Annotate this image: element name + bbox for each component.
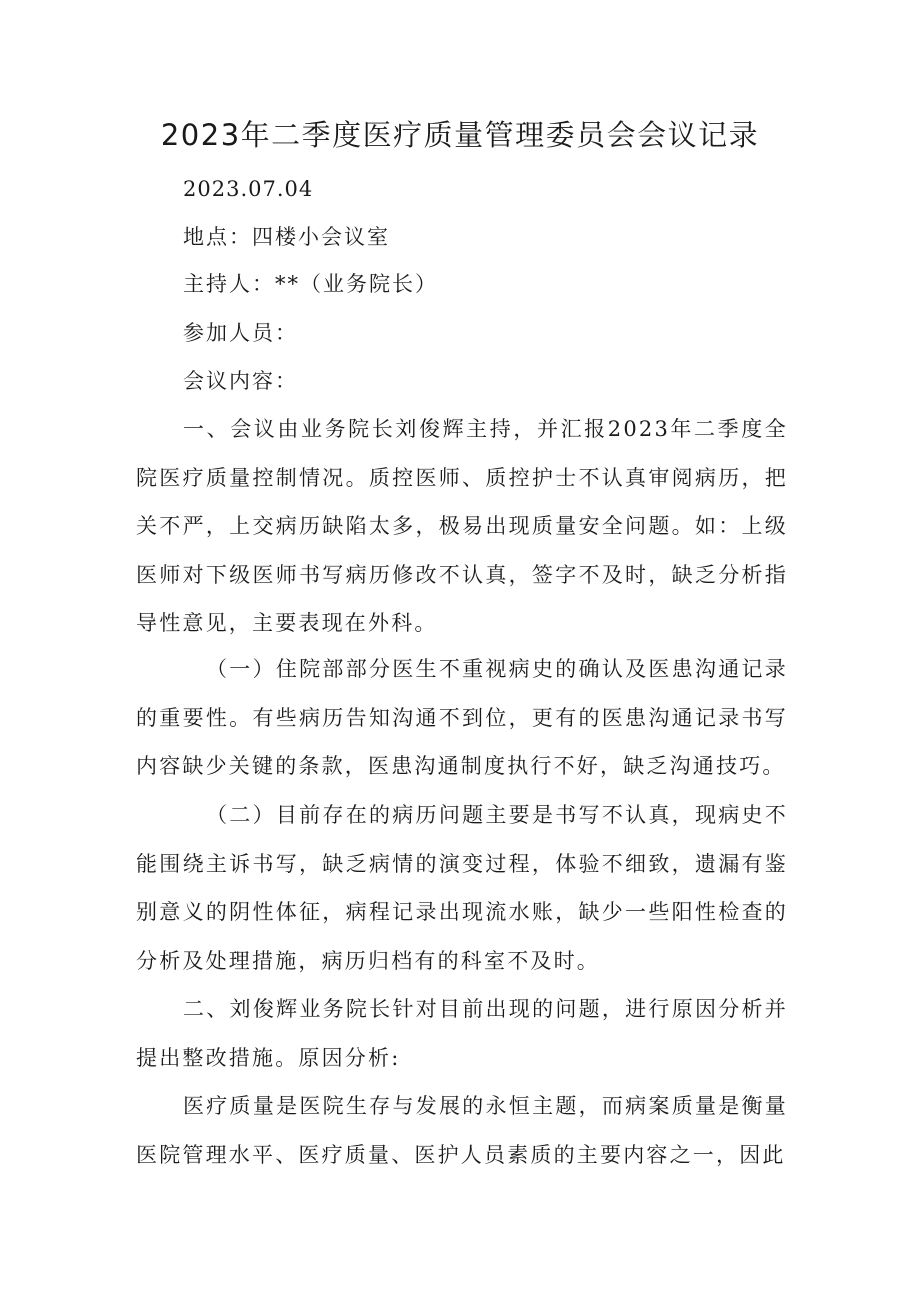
paragraph-section-two: 二、刘俊辉业务院长针对目前出现的问题，进行原因分析并提出整改措施。原因分析: — [136, 997, 788, 1070]
paragraph-analysis: 医疗质量是医院生存与发展的永恒主题，而病案质量是衡量医院管理水平、医疗质量、医护人员素质的主要内容之一，因此 — [136, 1094, 788, 1167]
meeting-date: 2023.07.04 — [183, 177, 314, 201]
meeting-host: 主持人：**（业务院长） — [183, 272, 438, 296]
paragraph-section-one: 一、会议由业务院长刘俊辉主持，并汇报2023年二季度全院医疗质量控制情况。质控医师、质控护士不认真审阅病历，把关不严，上交病历缺陷太多，极易出现质量安全问题。如：上级医师对下级医师书写病历修改不认真，签字不及时，缺乏分析指导性意见，主要表现在外科。 — [136, 417, 788, 635]
meeting-location: 地点：四楼小会议室 — [183, 225, 390, 249]
meeting-attendees: 参加人员： — [183, 321, 298, 345]
document-title: 2023年二季度医疗质量管理委员会会议记录 — [160, 118, 760, 152]
paragraph-subsection-two: （二）目前存在的病历问题主要是书写不认真，现病史不能围绕主诉书写，缺乏病情的演变过程，体验不细致，遗漏有鉴别意义的阴性体征，病程记录出现流水账，缺少一些阳性检查的分析及处理措施，病历归档有的科室不及时。 — [136, 803, 788, 973]
paragraph-subsection-one: （一）住院部部分医生不重视病史的确认及医患沟通记录的重要性。有些病历告知沟通不到位，更有的医患沟通记录书写内容缺少关键的条款，医患沟通制度执行不好，缺乏沟通技巧。 — [136, 657, 788, 778]
meeting-content-label: 会议内容： — [183, 369, 298, 393]
